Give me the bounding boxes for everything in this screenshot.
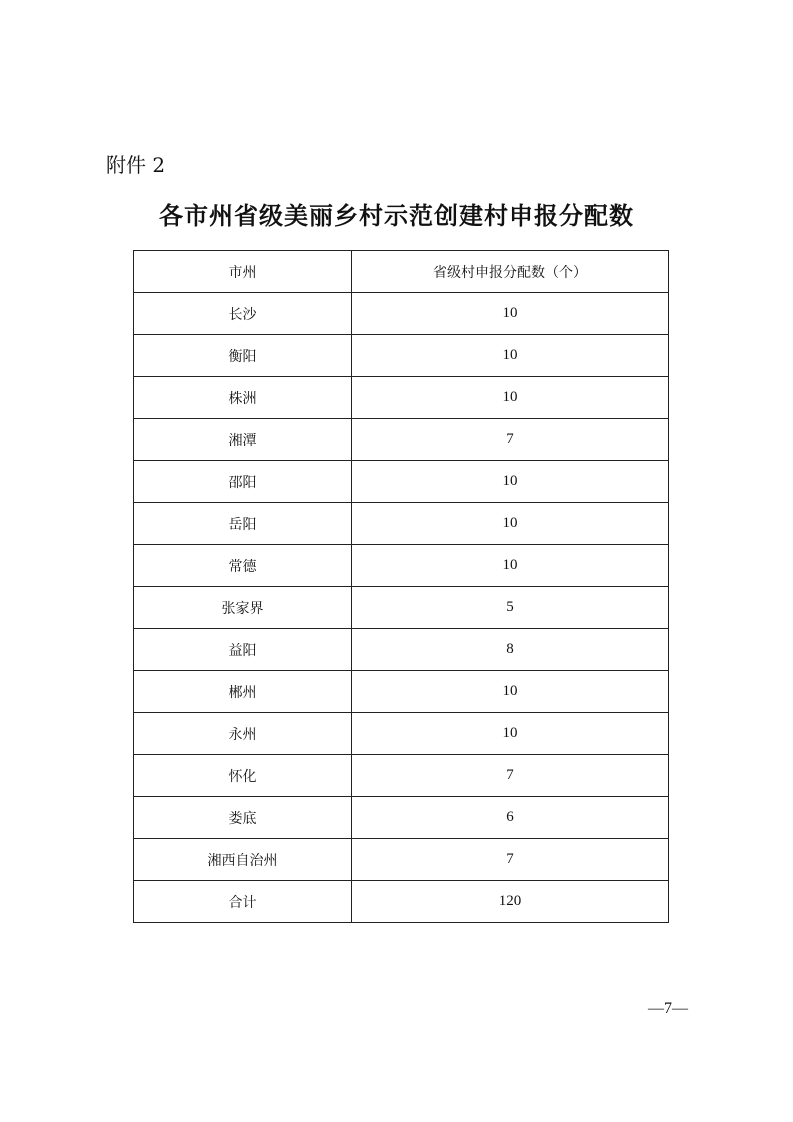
allocation-cell: 10 [352,377,669,419]
city-cell: 常德 [134,545,352,587]
total-value-cell: 120 [352,881,669,923]
city-cell: 邵阳 [134,461,352,503]
city-cell: 郴州 [134,671,352,713]
table-row [134,629,669,671]
table-row [134,587,669,629]
allocation-cell: 10 [352,335,669,377]
total-label-cell: 合计 [134,881,352,923]
allocation-cell: 7 [352,755,669,797]
table-row [134,545,669,587]
allocation-cell: 10 [352,713,669,755]
allocation-cell: 10 [352,503,669,545]
city-cell: 益阳 [134,629,352,671]
allocation-cell: 6 [352,797,669,839]
allocation-cell: 8 [352,629,669,671]
document-title: 各市州省级美丽乡村示范创建村申报分配数 [159,201,634,230]
allocation-cell: 10 [352,671,669,713]
allocation-cell: 10 [352,461,669,503]
table-row [134,755,669,797]
city-cell: 湘西自治州 [134,839,352,881]
city-cell: 株洲 [134,377,352,419]
city-cell: 岳阳 [134,503,352,545]
allocation-cell: 5 [352,587,669,629]
allocation-table [133,250,669,923]
allocation-cell: 10 [352,545,669,587]
table-row [134,335,669,377]
table-row [134,503,669,545]
table-row [134,419,669,461]
city-cell: 永州 [134,713,352,755]
city-cell: 衡阳 [134,335,352,377]
table-row [134,713,669,755]
city-cell: 湘潭 [134,419,352,461]
allocation-cell: 10 [352,293,669,335]
attachment-label: 附件 2 [106,153,166,177]
allocation-cell: 7 [352,419,669,461]
city-cell: 张家界 [134,587,352,629]
table-header-row [134,251,669,293]
city-cell: 怀化 [134,755,352,797]
page-number: —7— [648,1000,688,1017]
header-city: 市州 [134,251,352,293]
table-row [134,461,669,503]
table-total-row [134,881,669,923]
header-allocation: 省级村申报分配数（个） [352,251,669,293]
table-row [134,377,669,419]
allocation-cell: 7 [352,839,669,881]
table-row [134,671,669,713]
table-row [134,797,669,839]
table-row [134,293,669,335]
city-cell: 娄底 [134,797,352,839]
city-cell: 长沙 [134,293,352,335]
table-row [134,839,669,881]
